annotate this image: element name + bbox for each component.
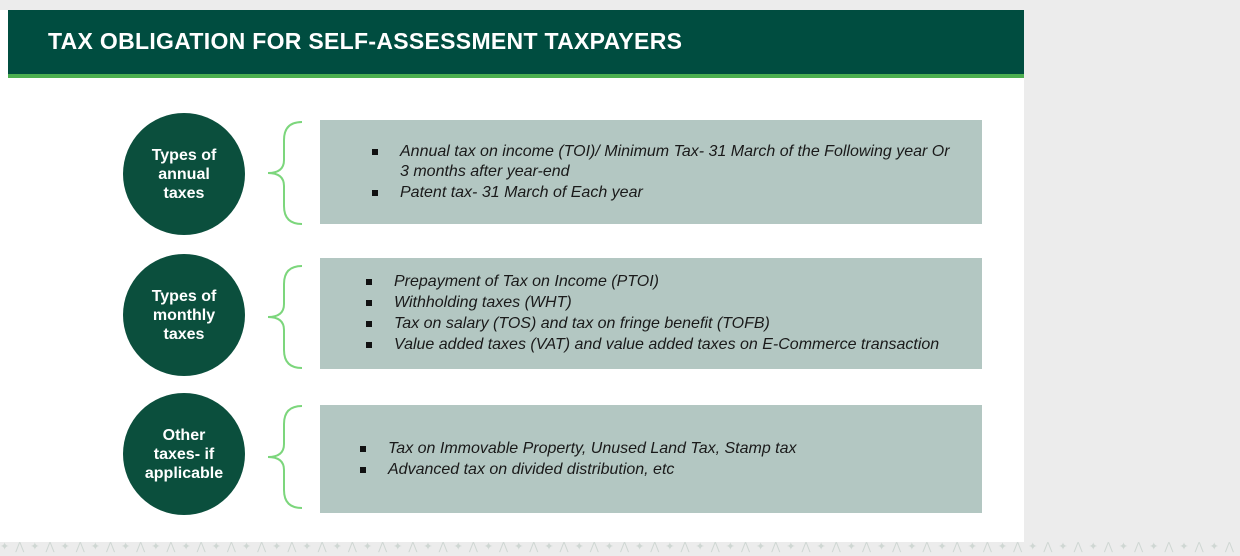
list-item: Advanced tax on divided distribution, etc xyxy=(360,460,960,480)
brace-icon xyxy=(262,404,312,510)
footer-decorative-pattern: ✦⋀✦⋀✦⋀✦⋀✦⋀✦⋀✦⋀✦⋀✦⋀✦⋀✦⋀✦⋀✦⋀✦⋀✦⋀✦⋀✦⋀✦⋀✦⋀✦⋀✦⋀✦⋀✦⋀✦⋀✦⋀✦⋀✦⋀✦⋀✦⋀✦⋀✦⋀✦⋀✦⋀✦⋀✦⋀✦⋀✦⋀✦⋀✦⋀✦⋀✦⋀ xyxy=(0,540,1240,553)
section-circle-other xyxy=(123,393,245,515)
list-item: Tax on salary (TOS) and tax on fringe benefit (TOFB) xyxy=(366,314,966,334)
list-item: Value added taxes (VAT) and value added taxes on E-Commerce transaction xyxy=(366,335,966,355)
section-label: Types of monthly taxes xyxy=(151,287,217,343)
section-circle-annual xyxy=(123,113,245,235)
list-item: Prepayment of Tax on Income (PTOI) xyxy=(366,272,966,292)
header-bar xyxy=(8,10,1024,78)
section-circle-monthly xyxy=(123,254,245,376)
section-box-other xyxy=(320,405,982,513)
list-item: Annual tax on income (TOI)/ Minimum Tax- 31 March of the Following year Or 3 months after year-end xyxy=(372,142,952,182)
section-label: Other taxes- if applicable xyxy=(144,426,224,482)
brace-icon xyxy=(262,264,312,370)
section-label: Types of annual taxes xyxy=(151,146,217,202)
section-box-annual xyxy=(320,120,982,224)
section-box-monthly xyxy=(320,258,982,369)
list-item: Withholding taxes (WHT) xyxy=(366,293,966,313)
page-title: TAX OBLIGATION FOR SELF-ASSESSMENT TAXPAYERS xyxy=(48,28,683,54)
list-item: Patent tax- 31 March of Each year xyxy=(372,183,952,203)
list-item: Tax on Immovable Property, Unused Land Tax, Stamp tax xyxy=(360,439,960,459)
brace-icon xyxy=(262,120,312,226)
